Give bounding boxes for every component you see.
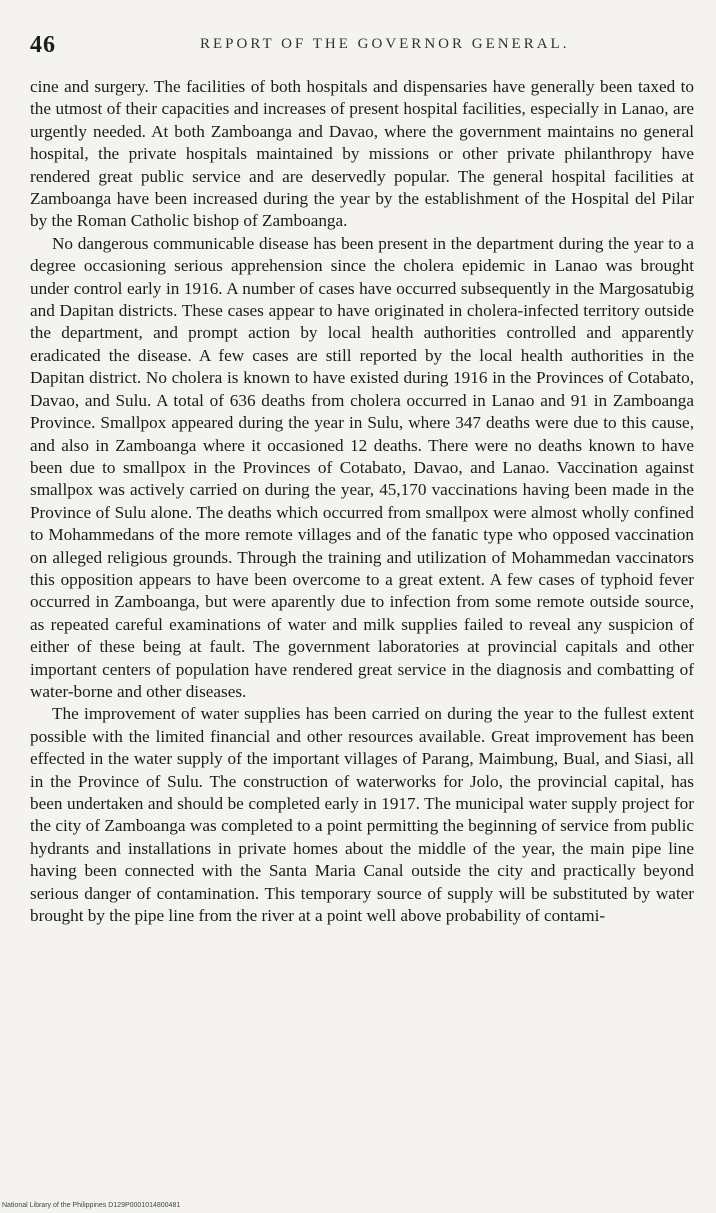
paragraph: No dangerous communicable disease has been present in the department during the year to a degree occasioning serious apprehension since the cholera epidemic in Lanao was brought under control early in 1916. A number of cases have occurred subsequently in the Margosatubig and Dapitan districts. These cases appear to have originated in cholera-infected territory outside the department, and prompt action by local health authorities controlled and apparently eradicated the disease. A few cases are still reported by the local health authorities in the Dapitan district. No cholera is known to have existed during 1916 in the Provinces of Cotabato, Davao, and Sulu. A total of 636 deaths from cholera occurred in Lanao and 91 in Zamboanga Province. Smallpox appeared during the year in Sulu, where 347 deaths were due to this cause, and also in Zamboanga where it occasioned 12 deaths. There were no deaths known to have been due to smallpox in the Provinces of Cotabato, Davao, and Lanao. Vaccination against smallpox was actively carried on during the year, 45,170 vaccinations having been made in the Province of Sulu alone. The deaths which occurred from smallpox were almost wholly confined to Mohammedans of the more remote villages and of the fanatic type who opposed vaccination on alleged religious grounds. Through the training and utilization of Mohammedan vaccinators this opposition appears to have been overcome to a great extent. A few cases of typhoid fever occurred in Zamboanga, but were aparently due to infection from some remote outside source, as repeated careful examinations of water and milk supplies failed to reveal any suspicion of either of these being at fault. The government laboratories at provincial capitals and other important centers of population have rendered great service in the diagnosis and combatting of water-borne and other diseases.: [30, 233, 694, 701]
body-text: [30, 76, 694, 927]
running-head: REPORT OF THE GOVERNOR GENERAL.: [200, 36, 570, 52]
page-header: [30, 28, 694, 68]
library-stamp: National Library of the Philippines D129P0001014800481: [2, 1202, 181, 1209]
paragraph: The improvement of water supplies has been carried on during the year to the fullest extent possible with the limited financial and other resources available. Great improvement has been effected in the water supply of the important villages of Parang, Maimbung, Bual, and Siasi, all in the Province of Sulu. The construction of waterworks for Jolo, the provincial capital, has been undertaken and should be completed early in 1917. The municipal water supply project for the city of Zamboanga was completed to a point permitting the beginning of service from public hydrants and installations in private homes about the middle of the year, the main pipe line having been connected with the Santa Maria Canal outside the city and practically beyond serious danger of contamination. This temporary source of supply will be substituted by water brought by the pipe line from the river at a point well above probability of contami-: [30, 704, 694, 926]
page-number: 46: [30, 32, 56, 58]
paragraph: cine and surgery. The facilities of both hospitals and dispensaries have generally been taxed to the utmost of their capacities and increases of present hospital facilities, especially in Lanao, are urgently needed. At both Zamboanga and Davao, where the government maintains no general hospital, the private hospitals maintained by missions or other private philanthropy have rendered great public service and are deservedly popular. The general hospital facilities at Zamboanga have been increased during the year by the establishment of the Hospital del Pilar by the Roman Catholic bishop of Zamboanga.: [30, 77, 694, 231]
